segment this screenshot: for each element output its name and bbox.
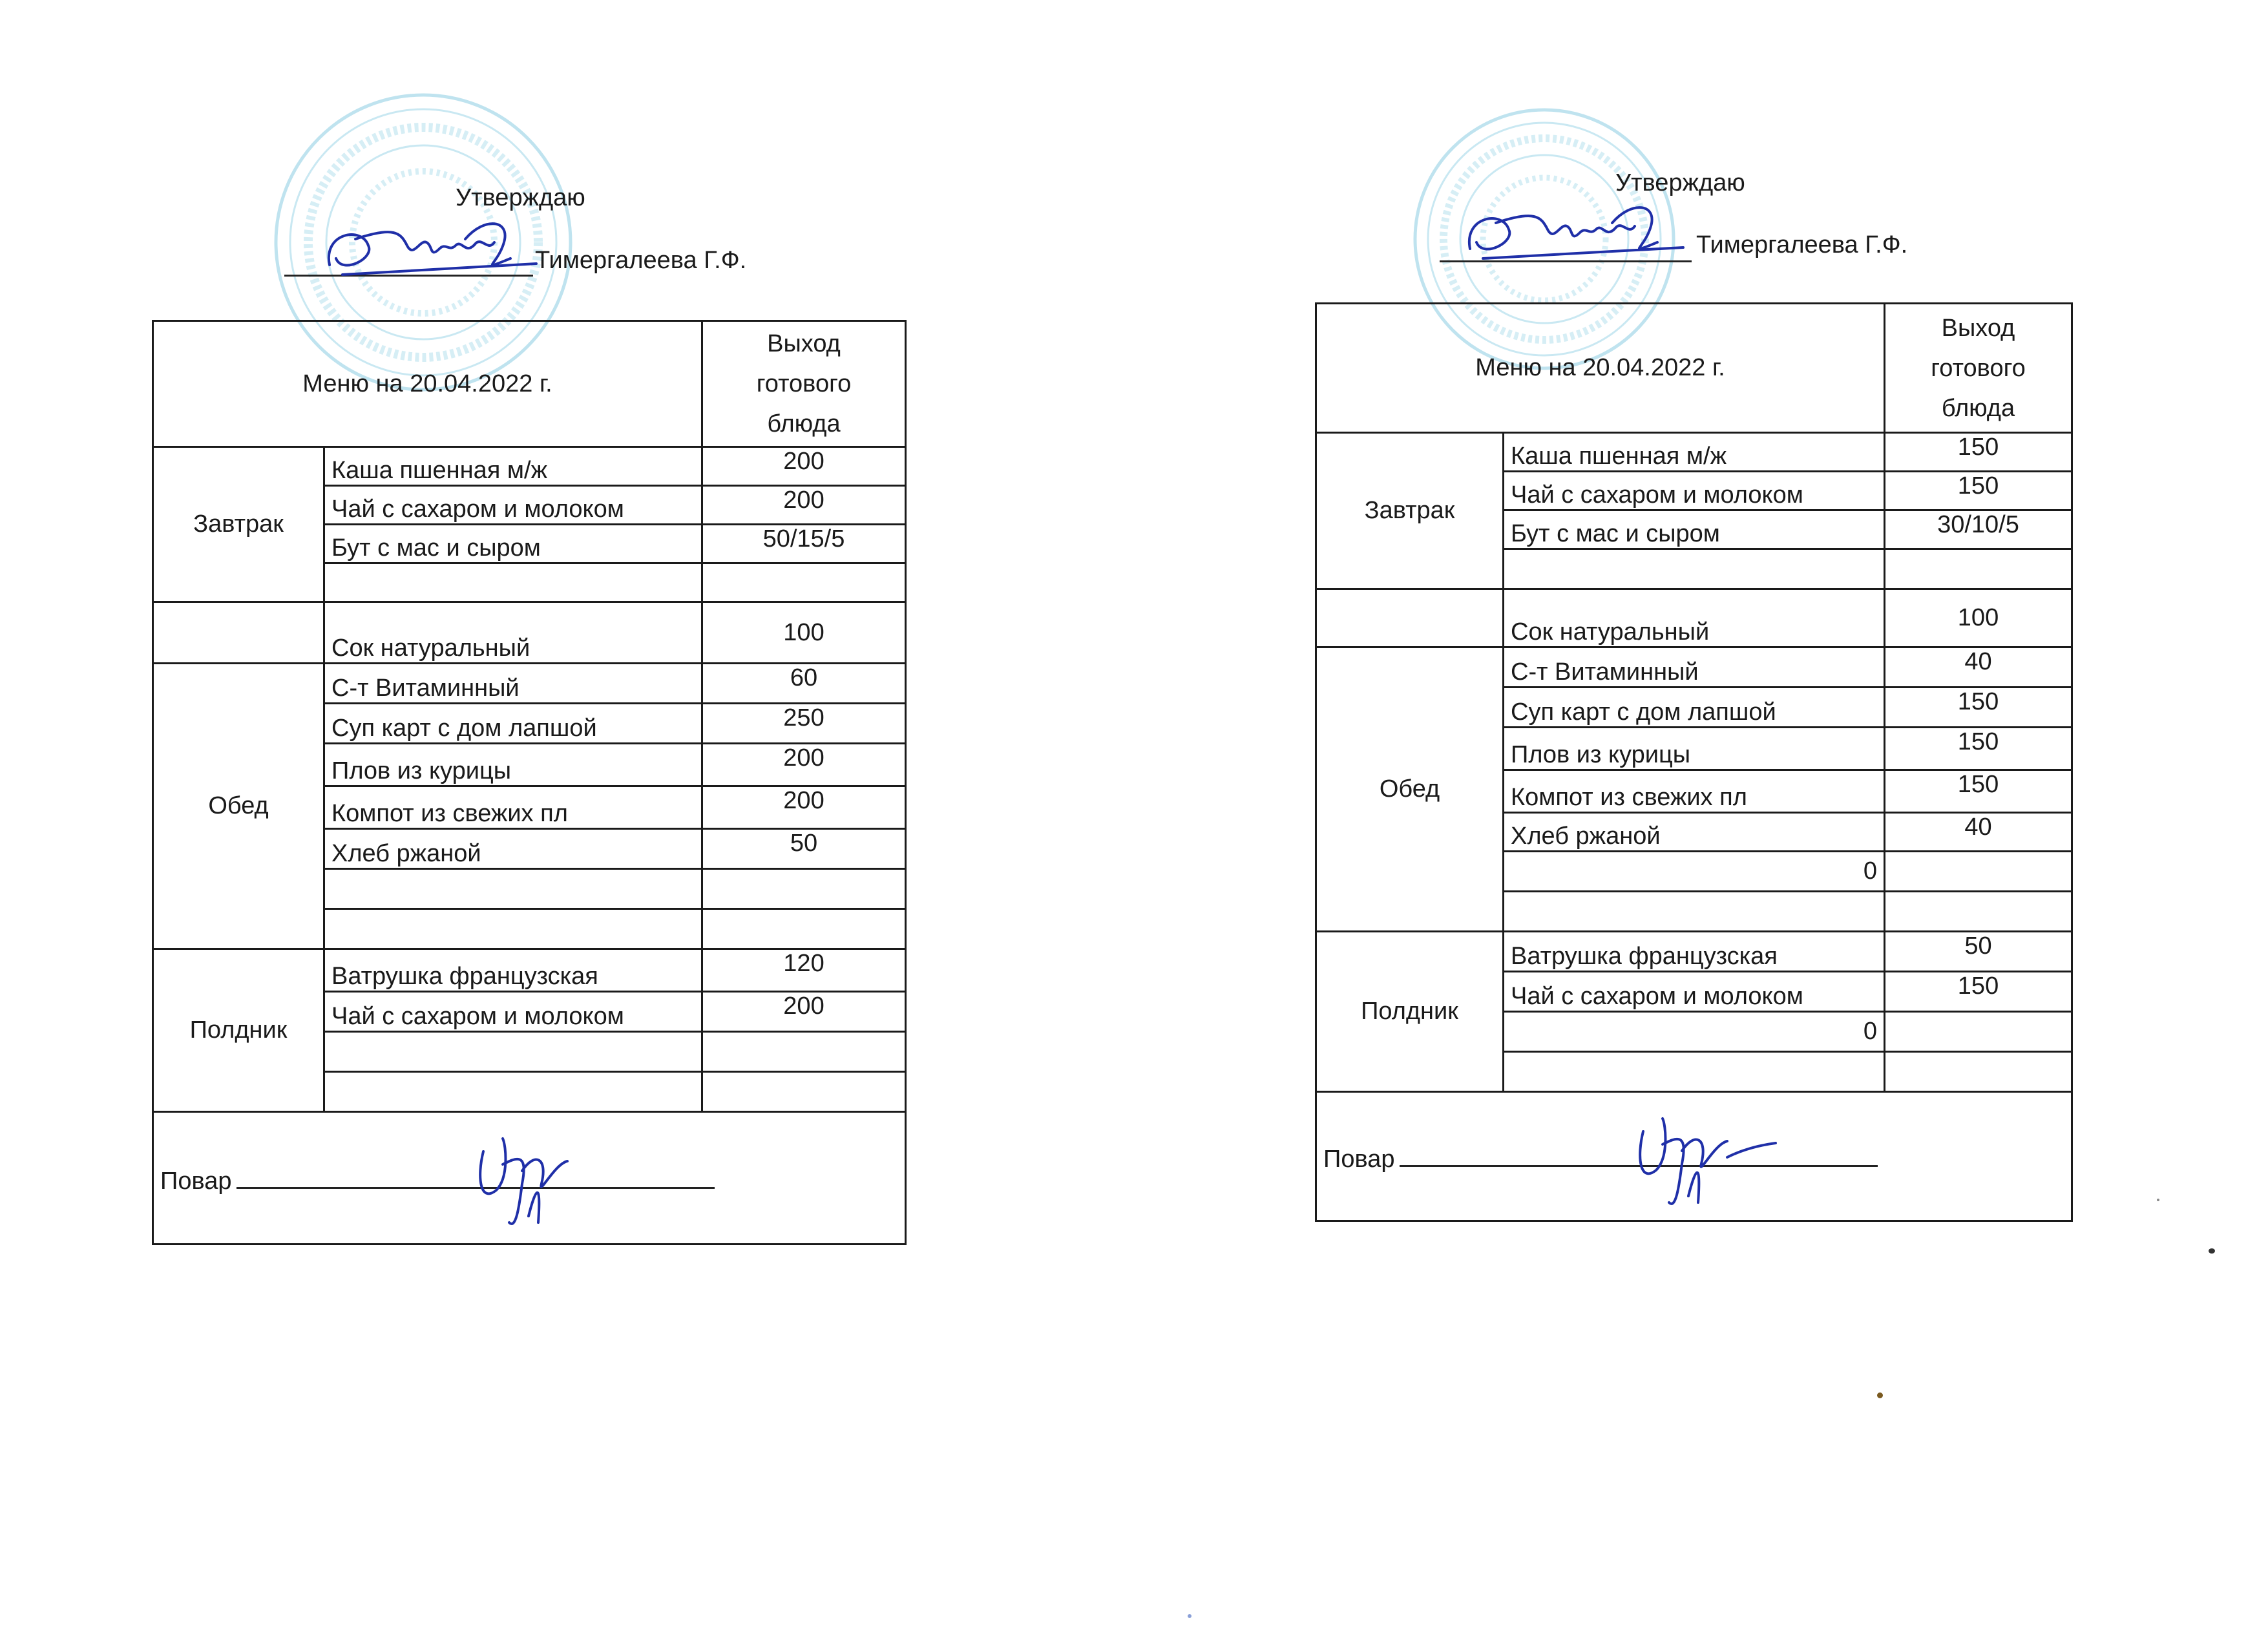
dish-yield: 40 bbox=[1885, 813, 2072, 852]
menu-title: Меню на 20.04.2022 г. bbox=[1316, 304, 1885, 433]
approver-signature bbox=[317, 213, 549, 291]
dish-name: Чай с сахаром и молоком bbox=[324, 992, 702, 1032]
dish-name bbox=[1504, 892, 1885, 932]
dish-name: Сок натуральный bbox=[1504, 589, 1885, 647]
dish-name: Сок натуральный bbox=[324, 602, 702, 664]
dish-name: Плов из курицы bbox=[324, 744, 702, 786]
yield-header: Выход готового блюда bbox=[702, 321, 906, 447]
dish-name: Бут с мас и сыром bbox=[324, 525, 702, 563]
dish-name: Каша пшенная м/ж bbox=[1504, 433, 1885, 472]
meal-label-empty bbox=[1316, 589, 1504, 647]
dish-name bbox=[324, 909, 702, 949]
dish-yield bbox=[702, 1072, 906, 1112]
dish-yield bbox=[1885, 1012, 2072, 1052]
dish-name: 0 bbox=[1504, 1012, 1885, 1052]
meal-label-lunch: Обед bbox=[153, 664, 324, 949]
dish-yield bbox=[1885, 892, 2072, 932]
dish-name bbox=[324, 563, 702, 602]
dish-name: Суп карт с дом лапшой bbox=[324, 704, 702, 744]
dish-name: Чай с сахаром и молоком bbox=[1504, 972, 1885, 1012]
dish-yield: 150 bbox=[1885, 472, 2072, 510]
dish-yield: 50 bbox=[702, 829, 906, 869]
yield-header: Выход готового блюда bbox=[1885, 304, 2072, 433]
cook-footer bbox=[153, 1112, 906, 1245]
dish-yield: 150 bbox=[1885, 433, 2072, 472]
approver-name: Тимергалеева Г.Ф. bbox=[1696, 231, 1908, 258]
dish-name: Плов из курицы bbox=[1504, 728, 1885, 770]
dish-yield: 50/15/5 bbox=[702, 525, 906, 563]
dish-yield bbox=[702, 1032, 906, 1072]
cook-signature bbox=[1617, 1106, 1785, 1215]
meal-label-snack: Полдник bbox=[153, 949, 324, 1112]
dish-yield: 250 bbox=[702, 704, 906, 744]
approver-name: Тимергалеева Г.Ф. bbox=[535, 247, 747, 274]
dish-name bbox=[1504, 549, 1885, 589]
dish-name: Каша пшенная м/ж bbox=[324, 447, 702, 486]
dish-name: Бут с мас и сыром bbox=[1504, 510, 1885, 549]
dish-name: Хлеб ржаной bbox=[1504, 813, 1885, 852]
meal-label-snack: Полдник bbox=[1316, 932, 1504, 1092]
dish-yield: 60 bbox=[702, 664, 906, 704]
meal-label-empty bbox=[153, 602, 324, 664]
dish-name: Ватрушка французская bbox=[324, 949, 702, 992]
approve-label: Утверждаю bbox=[1615, 169, 1745, 196]
dish-name bbox=[324, 1032, 702, 1072]
cook-signature bbox=[457, 1126, 587, 1235]
dish-name: С-т Витаминный bbox=[1504, 647, 1885, 688]
dish-yield: 50 bbox=[1885, 932, 2072, 972]
scan-speck bbox=[2157, 1199, 2159, 1201]
dish-yield: 120 bbox=[702, 949, 906, 992]
dish-yield: 100 bbox=[1885, 589, 2072, 647]
dish-yield bbox=[702, 869, 906, 909]
dish-yield: 200 bbox=[702, 447, 906, 486]
cook-label: Повар bbox=[1323, 1146, 1395, 1173]
dish-yield: 200 bbox=[702, 992, 906, 1032]
scan-speck bbox=[2209, 1248, 2215, 1254]
dish-name: Суп карт с дом лапшой bbox=[1504, 688, 1885, 728]
dish-yield: 100 bbox=[702, 602, 906, 664]
cook-footer bbox=[1316, 1092, 2072, 1221]
meal-label-lunch: Обед bbox=[1316, 647, 1504, 932]
dish-name: Компот из свежих пл bbox=[1504, 770, 1885, 813]
dish-name: Хлеб ржаной bbox=[324, 829, 702, 869]
dish-yield: 200 bbox=[702, 744, 906, 786]
dish-name: Чай с сахаром и молоком bbox=[324, 486, 702, 525]
dish-yield bbox=[702, 909, 906, 949]
meal-label-breakfast: Завтрак bbox=[153, 447, 324, 602]
approve-label: Утверждаю bbox=[456, 184, 585, 211]
dish-yield bbox=[1885, 549, 2072, 589]
dish-yield bbox=[1885, 1052, 2072, 1092]
dish-yield: 30/10/5 bbox=[1885, 510, 2072, 549]
menu-title: Меню на 20.04.2022 г. bbox=[153, 321, 702, 447]
scan-speck bbox=[1877, 1392, 1883, 1398]
dish-name bbox=[1504, 1052, 1885, 1092]
dish-name: 0 bbox=[1504, 852, 1885, 892]
scan-speck bbox=[1188, 1614, 1192, 1618]
dish-name: Компот из свежих пл bbox=[324, 786, 702, 829]
dish-name bbox=[324, 869, 702, 909]
dish-name: С-т Витаминный bbox=[324, 664, 702, 704]
dish-yield: 200 bbox=[702, 786, 906, 829]
dish-yield: 150 bbox=[1885, 770, 2072, 813]
dish-yield bbox=[702, 563, 906, 602]
dish-yield: 150 bbox=[1885, 688, 2072, 728]
menu-table-right bbox=[1315, 302, 2073, 1222]
dish-yield: 150 bbox=[1885, 972, 2072, 1012]
meal-label-breakfast: Завтрак bbox=[1316, 433, 1504, 589]
dish-name: Чай с сахаром и молоком bbox=[1504, 472, 1885, 510]
dish-yield: 200 bbox=[702, 486, 906, 525]
cook-label: Повар bbox=[160, 1167, 232, 1195]
dish-name: Ватрушка французская bbox=[1504, 932, 1885, 972]
dish-yield: 40 bbox=[1885, 647, 2072, 688]
dish-yield bbox=[1885, 852, 2072, 892]
dish-name bbox=[324, 1072, 702, 1112]
approver-signature bbox=[1457, 197, 1703, 275]
menu-table-left bbox=[152, 320, 907, 1245]
dish-yield: 150 bbox=[1885, 728, 2072, 770]
